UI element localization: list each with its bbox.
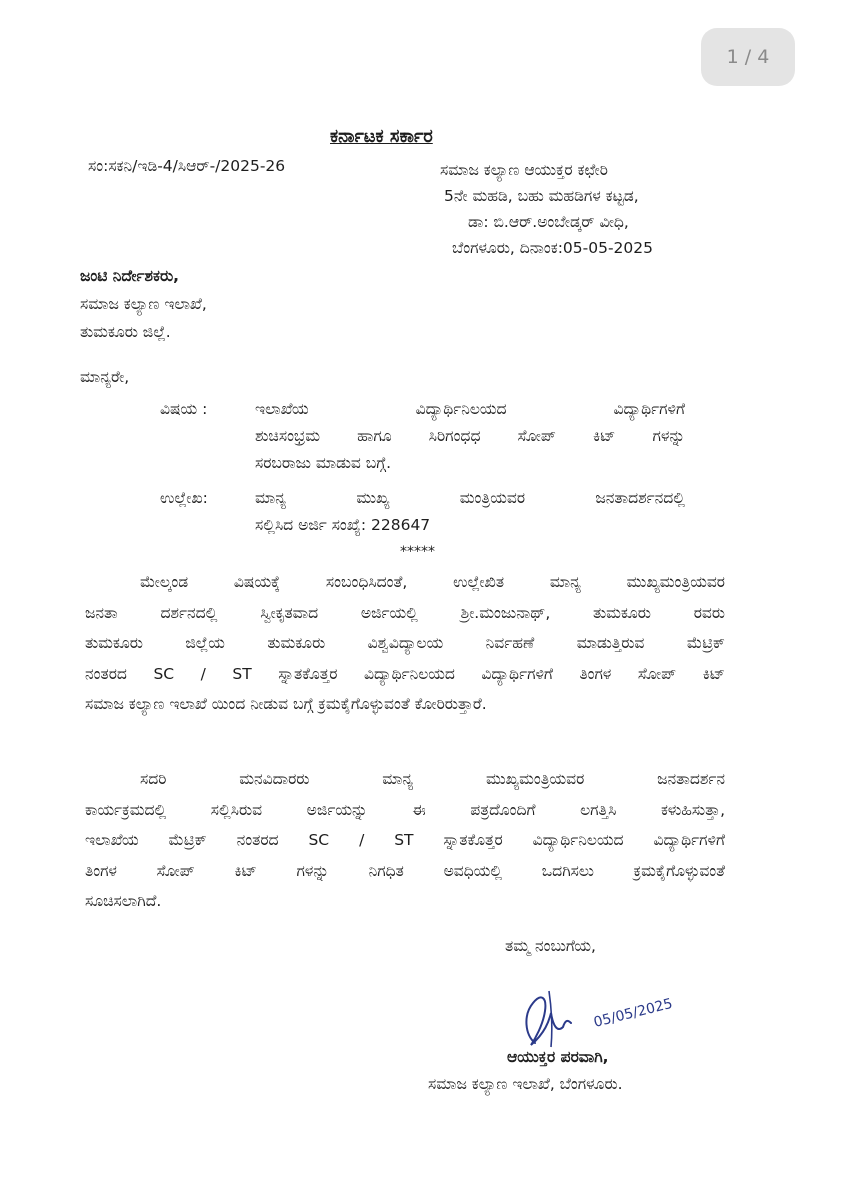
paragraph-line: ತಿಂಗಳ ಸೋಪ್ ಕಿಟ್ ಗಳನ್ನು ನಿಗಧಿತ ಅವಧಿಯಲ್ಲಿ ಒದಗಿಸಲು ಕ್ರಮಕೈಗೊಳ್ಳುವಂತೆ [85, 861, 725, 880]
office-line: 5ನೇ ಮಹಡಿ, ಬಹು ಮಹಡಿಗಳ ಕಟ್ಟಡ, [444, 187, 639, 205]
paragraph-line: ಜನತಾ ದರ್ಶನದಲ್ಲಿ ಸ್ವೀಕೃತವಾದ ಅರ್ಜಿಯಲ್ಲಿ ಶ್ರೀ.ಮಂಜುನಾಥ್, ತುಮಕೂರು ರವರು [85, 603, 725, 622]
subject-text [255, 396, 685, 477]
reference-number: ಸಂ:ಸಕನಿ/ಇಡಿ-4/ಸಿಆರ್-/2025-26 [88, 157, 286, 175]
office-address [440, 157, 653, 261]
subject-label: ವಿಷಯ : [160, 400, 208, 418]
recipient-block [80, 262, 207, 346]
subject-line: ಸರಬರಾಜು ಮಾಡುವ ಬಗ್ಗೆ. [255, 454, 392, 472]
office-line: ಸಮಾಜ ಕಲ್ಯಾಣ ಆಯುಕ್ತರ ಕಛೇರಿ [440, 161, 608, 179]
signature-stroke [526, 997, 571, 1045]
paragraph-line: ಸಮಾಜ ಕಲ್ಯಾಣ ಇಲಾಖೆ ಯಿಂದ ನೀಡುವ ಬಗ್ಗೆ ಕ್ರಮಕೈಗೊಳ್ಳುವಂತೆ ಕೋರಿರುತ್ತಾರೆ. [85, 695, 487, 713]
page-indicator: 1 / 4 [701, 28, 795, 86]
reference-line: ಮಾನ್ಯ ಮುಖ್ಯ ಮಂತ್ರಿಯವರ ಜನತಾದರ್ಶನದಲ್ಲಿ [255, 489, 685, 507]
paragraph-line: ನಂತರದ SC / ST ಸ್ನಾತಕೊತ್ತರ ವಿದ್ಯಾರ್ಥಿನಿಲಯದ ವಿದ್ಯಾರ್ಥಿಗಳಿಗೆ ತಿಂಗಳ ಸೋಪ್ ಕಿಟ್ [85, 664, 725, 683]
reference-label: ಉಲ್ಲೇಖ: [160, 489, 208, 507]
reference-text [255, 485, 685, 539]
office-line: ಡಾ: ಬಿ.ಆರ್.ಅಂಬೇಡ್ಕರ್ ವೀಧಿ, [468, 213, 629, 231]
paragraph-line: ಇಲಾಖೆಯ ಮೆಟ್ರಿಕ್ ನಂತರದ SC / ST ಸ್ನಾತಕೊತ್ತರ ವಿದ್ಯಾರ್ಥಿನಿಲಯದ ವಿದ್ಯಾರ್ಥಿಗಳಿಗೆ [85, 831, 725, 849]
handwritten-signature [505, 985, 685, 1055]
recipient-line: ತುಮಕೂರು ಜಿಲ್ಲೆ. [80, 323, 171, 341]
paragraph-line: ಕಾರ್ಯಕ್ರಮದಲ್ಲಿ ಸಲ್ಲಿಸಿರುವ ಅರ್ಜಿಯನ್ನು ಈ ಪತ್ರದೊಂದಿಗೆ ಲಗತ್ತಿಸಿ ಕಳುಹಿಸುತ್ತಾ, [85, 800, 725, 819]
closing: ತಮ್ಮ ನಂಬುಗೆಯ, [505, 937, 596, 955]
recipient-line: ಸಮಾಜ ಕಲ್ಯಾಣ ಇಲಾಖೆ, [80, 295, 207, 313]
paragraph-line: ಮೇಲ್ಕಂಡ ವಿಷಯಕ್ಕೆ ಸಂಬಂಧಿಸಿದಂತೆ, ಉಲ್ಲೇಖಿತ ಮಾನ್ಯ ಮುಖ್ಯಮಂತ್ರಿಯವರ [140, 573, 725, 591]
subject-line: ಶುಚಿಸಂಭ್ರಮ ಹಾಗೂ ಸಿರಿಗಂಧಧ ಸೋಪ್ ಕಿಟ್ ಗಳನ್ನು [255, 427, 685, 445]
subject-line: ಇಲಾಖೆಯ ವಿದ್ಯಾರ್ಥಿನಿಲಯದ ವಿದ್ಯಾರ್ಥಿಗಳಿಗೆ [255, 400, 685, 418]
body-paragraph-2 [85, 764, 725, 917]
reference-row [160, 485, 685, 539]
paragraph-line: ಸೂಚಿಸಲಾಗಿದೆ. [85, 892, 162, 910]
signatory-department: ಸಮಾಜ ಕಲ್ಯಾಣ ಇಲಾಖೆ, ಬೆಂಗಳೂರು. [428, 1075, 623, 1093]
paragraph-line: ತುಮಕೂರು ಜಿಲ್ಲೆಯ ತುಮಕೂರು ವಿಶ್ವವಿದ್ಯಾಲಯ ನಿರ್ವಹಣೆ ಮಾಡುತ್ತಿರುವ ಮೆಟ್ರಿಕ್ [85, 634, 725, 652]
separator: ***** [400, 544, 435, 560]
recipient-title: ಜಂಟಿ ನಿರ್ದೇಶಕರು, [80, 267, 180, 285]
office-line: ಬೆಂಗಳೂರು, ದಿನಾಂಕ:05-05-2025 [452, 239, 653, 257]
paragraph-line: ಸದರಿ ಮನವಿದಾರರು ಮಾನ್ಯ ಮುಖ್ಯಮಂತ್ರಿಯವರ ಜನತಾದರ್ಶನ [140, 770, 725, 788]
subject-row [160, 396, 685, 477]
signatory-designation: ಆಯುಕ್ತರ ಪರವಾಗಿ, [507, 1048, 609, 1066]
document-title: ಕರ್ನಾಟಕ ಸರ್ಕಾರ [330, 126, 433, 147]
body-paragraph-1 [85, 567, 725, 720]
signature-date: 05/05/2025 [592, 995, 675, 1031]
subject-block [160, 396, 685, 539]
reference-line: ಸಲ್ಲಿಸಿದ ಅರ್ಜಿ ಸಂಖ್ಯೆ: 228647 [255, 516, 431, 534]
salutation: ಮಾನ್ಯರೇ, [80, 368, 130, 386]
